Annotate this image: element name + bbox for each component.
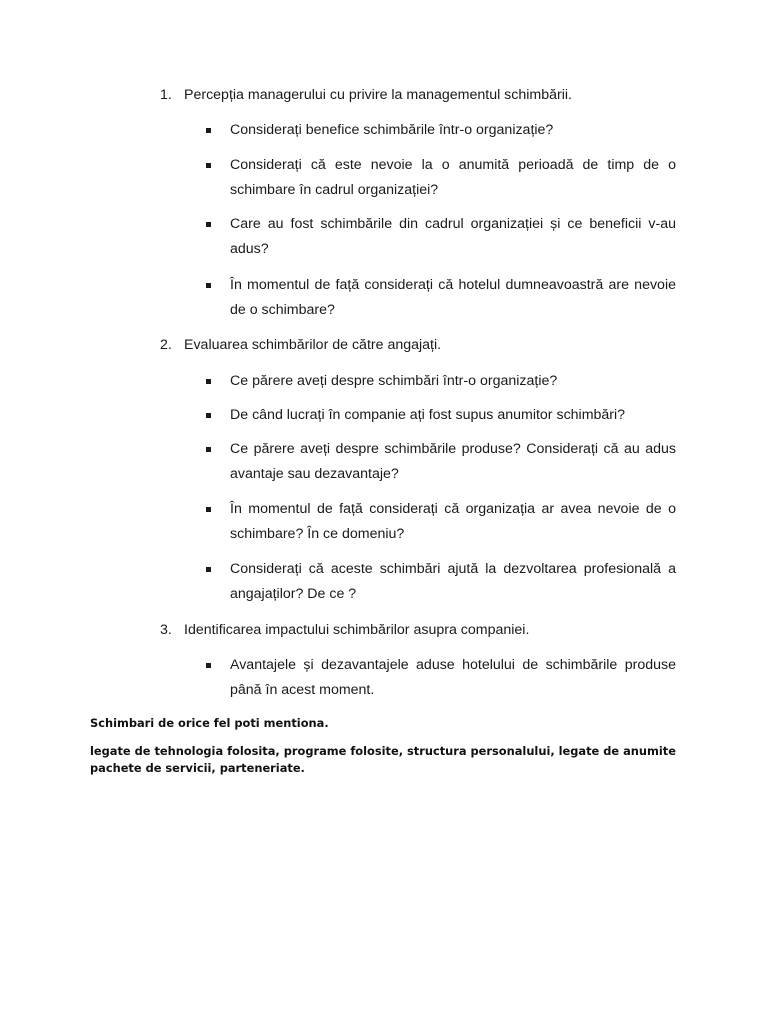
question-text: Avantajele și dezavantajele aduse hotelului de schimbările produse până în acest moment. [230, 657, 676, 698]
square-bullet-icon [206, 379, 211, 384]
question-text: Care au fost schimbările din cadrul organizației și ce beneficii v-au adus? [230, 216, 676, 257]
square-bullet-icon [206, 163, 211, 168]
question-text: Ce părere aveți despre schimbări într-o organizație? [230, 373, 558, 389]
question-text: Considerați că este nevoie la o anumită perioadă de timp de o schimbare în cadrul organizației? [230, 157, 676, 198]
question-text: De când lucrați în companie ați fost supus anumitor schimbări? [230, 407, 626, 423]
square-bullet-icon [206, 507, 211, 512]
note-paragraph: legate de tehnologia folosita, programe folosite, structura personalului, legate de anumite pachete de servicii, parteneriate. [90, 744, 676, 775]
square-bullet-icon [206, 283, 211, 288]
square-bullet-icon [206, 447, 211, 452]
section-title: Percepția managerului cu privire la managementul schimbării. [184, 87, 572, 103]
section-number: 3. [160, 622, 172, 638]
section-title: Identificarea impactului schimbărilor asupra companiei. [184, 622, 530, 638]
section-number: 2. [160, 337, 172, 353]
question-text: Considerați benefice schimbările într-o organizație? [230, 122, 554, 138]
square-bullet-icon [206, 413, 211, 418]
question-text: Considerați că aceste schimbări ajută la dezvoltarea profesională a angajaților? De ce ? [230, 561, 676, 602]
square-bullet-icon [206, 128, 211, 133]
square-bullet-icon [206, 567, 211, 572]
note-line: Schimbari de orice fel poti mentiona. [90, 716, 329, 730]
question-text: În momentul de față considerați că organizația ar avea nevoie de o schimbare? În ce domeniu? [230, 501, 676, 542]
square-bullet-icon [206, 663, 211, 668]
section-title: Evaluarea schimbărilor de către angajați. [184, 337, 442, 353]
question-text: În momentul de față considerați că hotelul dumneavoastră are nevoie de o schimbare? [230, 277, 676, 318]
square-bullet-icon [206, 222, 211, 227]
section-number: 1. [160, 87, 172, 103]
question-text: Ce părere aveți despre schimbările produse? Considerați că au adus avantaje sau dezavantaje? [230, 441, 676, 482]
